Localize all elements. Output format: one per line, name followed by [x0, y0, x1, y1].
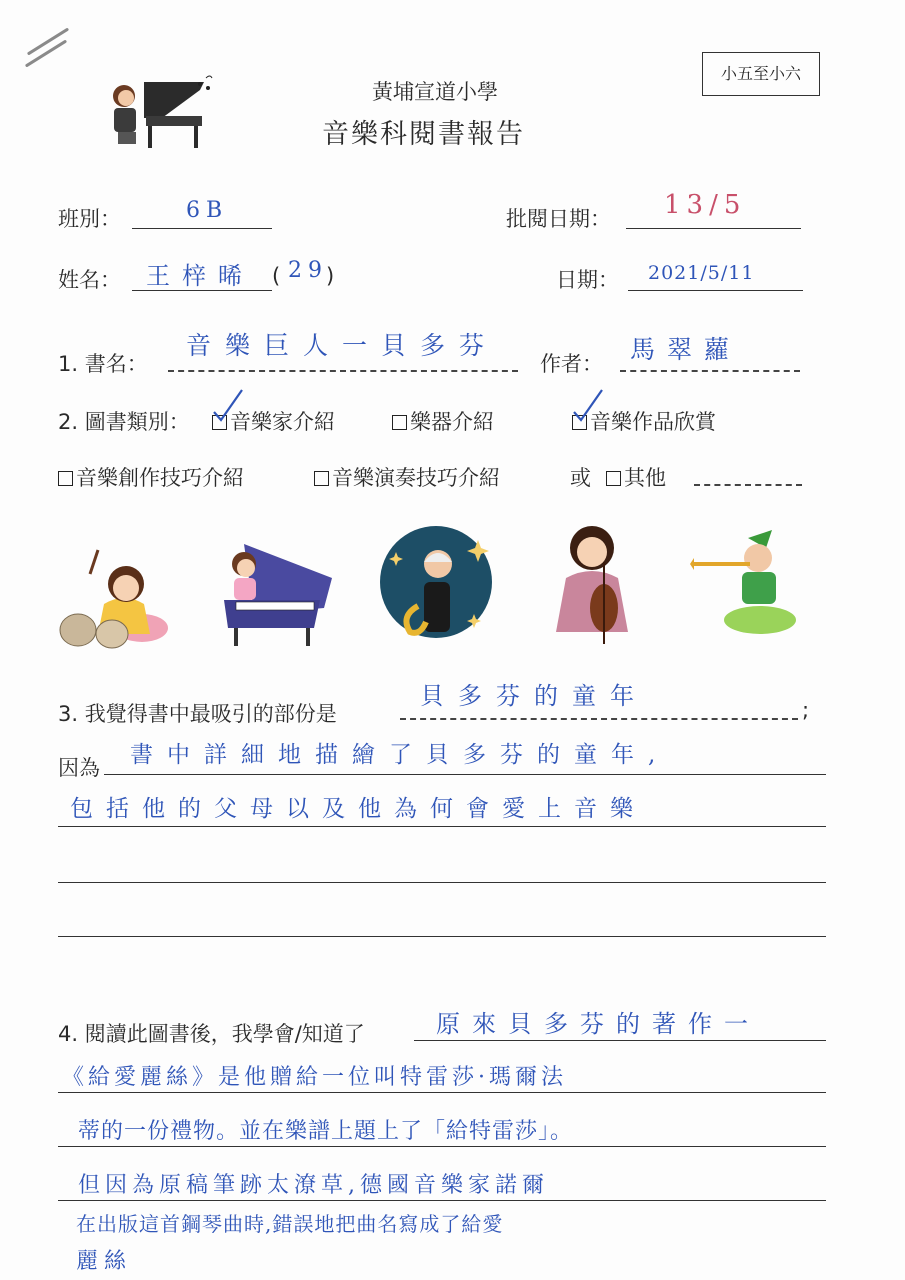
- date-value: 2021/5/11: [648, 262, 755, 284]
- school-name: 黃埔宣道小學: [372, 80, 498, 104]
- learned-text: 原來貝多芬的著作一: [436, 1010, 760, 1038]
- grade-badge: 小五至小六: [702, 52, 820, 96]
- learned-line: [58, 1146, 826, 1147]
- category-option-label: 音樂創作技巧介紹: [76, 466, 244, 490]
- check-mark-icon: [208, 386, 248, 426]
- q4-label: 4. 閱讀此圖書後，我學會/知道了: [58, 1022, 365, 1046]
- because-label: 因為: [58, 756, 100, 780]
- reason-line: [104, 774, 826, 775]
- review-date-label: 批閱日期：: [506, 207, 611, 231]
- learned-text: 但因為原稿筆跡太潦草,德國音樂家諾爾: [78, 1173, 549, 1198]
- or-text: 或: [570, 466, 591, 490]
- drummer-girl-icon: [54, 544, 172, 652]
- close-paren: ): [326, 264, 335, 288]
- class-value: 6B: [186, 198, 229, 223]
- other-line: [694, 484, 802, 486]
- learned-text: 在出版這首鋼琴曲時,錯誤地把曲名寫成了給愛: [76, 1212, 504, 1236]
- book-title-line: [168, 370, 518, 372]
- checkbox[interactable]: [392, 415, 407, 430]
- learned-text: 麗絲: [76, 1249, 133, 1274]
- open-paren: (: [272, 264, 281, 288]
- class-label: 班別：: [58, 207, 121, 231]
- flute-player-icon: [690, 528, 802, 646]
- reason-line: [58, 826, 826, 827]
- form-title: 音樂科閱書報告: [322, 119, 525, 150]
- category-option-label: 音樂家介紹: [230, 410, 335, 434]
- reason-text: 書中詳細地描繪了貝多芬的童年,: [130, 742, 670, 768]
- category-option-label: 其他: [624, 466, 666, 490]
- learned-line: [58, 1200, 826, 1201]
- name-value: 王梓晞: [146, 262, 254, 290]
- review-date-line: [626, 228, 801, 229]
- checkbox[interactable]: [314, 471, 329, 486]
- class-line: [132, 228, 272, 229]
- date-line: [628, 290, 803, 291]
- reason-text: 包括他的父母以及他為何會愛上音樂: [70, 796, 646, 822]
- learned-line: [58, 1092, 826, 1093]
- q3-semicolon: ;: [802, 698, 810, 722]
- check-mark-icon: [568, 386, 608, 426]
- pianist-icon: [104, 70, 214, 152]
- cellist-girl-icon: [546, 522, 640, 648]
- q1-label: 1. 書名：: [58, 352, 148, 376]
- answer-line: [58, 882, 826, 883]
- grand-piano-girl-icon: [214, 538, 340, 650]
- author-value: 馬翠蘿: [630, 335, 742, 364]
- learned-line: [414, 1040, 826, 1041]
- q3-answer-line: [400, 718, 798, 720]
- checkbox[interactable]: [58, 471, 73, 486]
- learned-text: 《給愛麗絲》是他贈給一位叫特雷莎·瑪爾法: [62, 1065, 567, 1090]
- category-option-label: 音樂作品欣賞: [590, 410, 716, 434]
- category-option[interactable]: [314, 462, 500, 492]
- q3-label: 3. 我覺得書中最吸引的部份是: [58, 702, 337, 726]
- category-option[interactable]: [606, 462, 666, 492]
- student-number: 29: [288, 258, 328, 283]
- learned-text: 蒂的一份禮物。並在樂譜上題上了「給特雷莎」。: [78, 1119, 574, 1144]
- category-option-label: 樂器介紹: [410, 410, 494, 434]
- review-date-value: 13/5: [664, 190, 747, 220]
- category-option-label: 音樂演奏技巧介紹: [332, 466, 500, 490]
- author-label: 作者：: [540, 352, 603, 376]
- q3-answer: 貝多芬的童年: [420, 682, 648, 710]
- q2-label: 2. 圖書類別：: [58, 410, 190, 434]
- saxophonist-icon: [378, 526, 496, 648]
- date-label: 日期：: [556, 268, 619, 292]
- answer-line: [58, 936, 826, 937]
- author-line: [620, 370, 800, 372]
- category-option[interactable]: [392, 406, 494, 436]
- checkbox[interactable]: [606, 471, 621, 486]
- name-label: 姓名：: [58, 268, 121, 292]
- book-title-value: 音樂巨人一貝多芬: [186, 331, 499, 360]
- category-option[interactable]: [58, 462, 244, 492]
